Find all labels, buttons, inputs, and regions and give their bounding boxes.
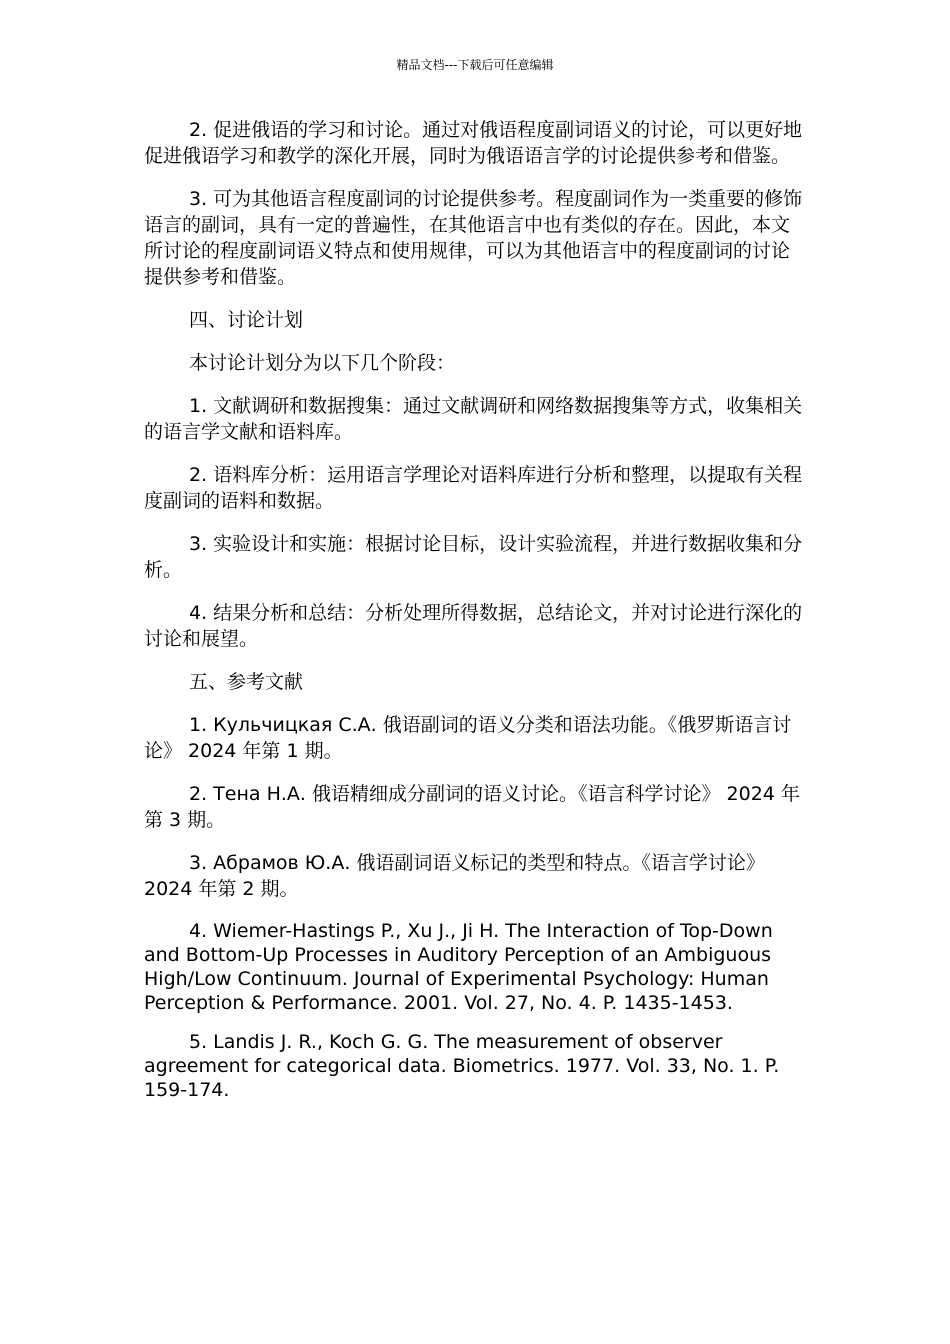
reference-item-2: 2. Тена Н.А. 俄语精细成分副词的语义讨论。《语言科学讨论》 2024 年第 3 期。 [144,783,800,831]
page-header: 精品文档---下载后可任意编辑 [396,58,554,72]
reference-item-4: 4. Wiemer-Hastings P., Xu J., Ji H. The Interaction of Top-Down and Bottom-Up Processes in Auditory Perception of an Ambiguous High/Low Continuum. Journal of Experimental Psychology: Human Perception & Performance. 2001. Vol. 27, No. 4. P. 1435-1453. [144,920,773,1014]
reference-item-3: 3. Абрамов Ю.А. 俄语副词语义标记的类型和特点。《语言学讨论》 2024 年第 2 期。 [144,852,765,900]
reference-item-5: 5. Landis J. R., Koch G. G. The measurement of observer agreement for categorical data. Biometrics. 1977. Vol. 33, No. 1. P. 159-174. [144,1031,780,1101]
section-heading-plan: 四、讨论计划 [189,309,304,331]
reference-item-1: 1. Кульчицкая С.А. 俄语副词的语义分类和语法功能。《俄罗斯语言讨论》 2024 年第 1 期。 [144,714,792,762]
paragraph-plan-step-1: 1. 文献调研和数据搜集：通过文献调研和网络数据搜集等方式，收集相关的语言学文献和语料库。 [144,395,803,443]
paragraph-plan-intro: 本讨论计划分为以下几个阶段： [189,352,456,374]
paragraph-plan-step-4: 4. 结果分析和总结：分析处理所得数据，总结论文，并对讨论进行深化的讨论和展望。 [144,602,803,650]
section-heading-references: 五、参考文献 [189,671,304,693]
document-body [144,117,804,1117]
paragraph-plan-step-2: 2. 语料库分析：运用语言学理论对语料库进行分析和整理，以提取有关程度副词的语料和数据。 [144,464,803,512]
paragraph-significance-2: 2. 促进俄语的学习和讨论。通过对俄语程度副词语义的讨论，可以更好地促进俄语学习和教学的深化开展，同时为俄语语言学的讨论提供参考和借鉴。 [144,119,803,167]
paragraph-significance-3: 3. 可为其他语言程度副词的讨论提供参考。程度副词作为一类重要的修饰语言的副词，具有一定的普遍性，在其他语言中也有类似的存在。因此，本文所讨论的程度副词语义特点和使用规律，可以为其他语言中的程度副词的讨论提供参考和借鉴。 [144,188,803,288]
paragraph-plan-step-3: 3. 实验设计和实施：根据讨论目标，设计实验流程，并进行数据收集和分析。 [144,533,803,581]
